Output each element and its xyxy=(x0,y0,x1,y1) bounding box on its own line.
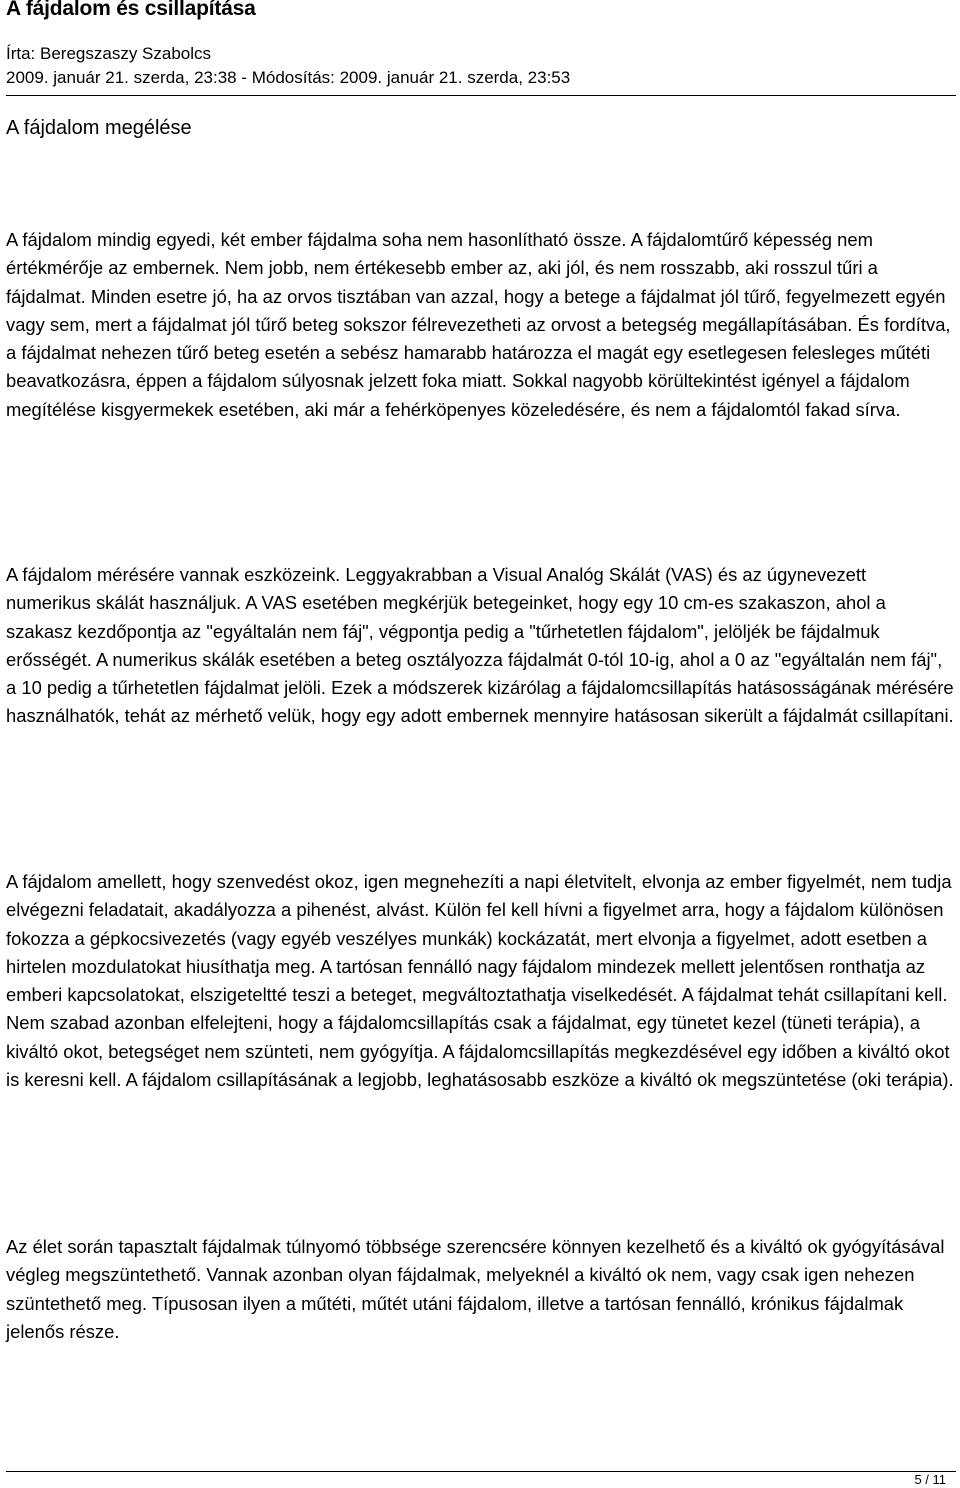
date-line: 2009. január 21. szerda, 23:38 - Módosítás: 2009. január 21. szerda, 23:53 xyxy=(6,68,571,87)
paragraph-pain-measurement: A fájdalom mérésére vannak eszközeink. Leggyakrabban a Visual Analóg Skálát (VAS) és az úgynevezett numerikus skálát használjuk. A VAS esetében megkérjük betegeinket, hogy egy 10 cm-es szakaszon, ahol a szakasz kezdőpontja az "egyáltalán nem fáj", végpontja pedig a "tűrhetetlen fájdalom", jelöljék be fájdalmuk erősségét. A numerikus skálák esetében a beteg osztályozza fájdalmát 0-tól 10-ig, ahol a 0 az "egyáltalán nem fáj", a 10 pedig a tűrhetetlen fájdalmat jelöli. Ezek a módszerek kizárólag a fájdalomcsillapítás hatásosságának mérésére használhatók, tehát az mérhető velük, hogy egy adott embernek mennyire hatásosan sikerült a fájdalmát csillapítani. xyxy=(6,564,954,727)
footer-divider xyxy=(6,1471,956,1472)
paragraph-individual-pain: A fájdalom mindig egyedi, két ember fájdalma soha nem hasonlítható össze. A fájdalomtűrő képesség nem értékmérője az embernek. Nem jobb, nem értékesebb ember az, aki jól, és nem rosszabb, aki rosszul tűri a fájdalmat. Minden esetre jó, ha az orvos tisztában van azzal, hogy a betege a fájdalmat jól tűrő, fegyelmezett egyén vagy sem, mert a fájdalmat jól tűrő beteg sokszor félrevezetheti az orvost a betegség megállapításában. És fordítva, a fájdalmat nehezen tűrő beteg esetén a sebész hamarabb határozza el magát egy esetlegesen felesleges műtéti beavatkozásra, éppen a fájdalom súlyosnak jelzett foka miatt. Sokkal nagyobb körültekintést igényel a fájdalom megítélése kisgyermekek esetében, aki már a fehérköpenyes közeledésére, és nem a fájdalomtól fakad sírva. xyxy=(6,229,951,420)
paragraph-chronic-pain: Az élet során tapasztalt fájdalmak túlnyomó többsége szerencsére könnyen kezelhető és a kiváltó ok gyógyításával végleg megszüntethető. Vannak azonban olyan fájdalmak, melyeknél a kiváltó ok nem, vagy csak igen nehezen szüntethető meg. Típusosan ilyen a műtéti, műtét utáni fájdalom, illetve a tartósan fennálló, krónikus fájdalmak jelenős része. xyxy=(6,1236,945,1342)
page-number: 5 / 11 xyxy=(914,1472,946,1487)
header-divider xyxy=(6,95,956,96)
section-heading: A fájdalom megélése xyxy=(6,117,192,139)
document-title: A fájdalom és csillapítása xyxy=(6,0,256,20)
author-line: Írta: Beregszaszy Szabolcs xyxy=(6,44,212,63)
paragraph-pain-effects: A fájdalom amellett, hogy szenvedést okoz, igen megnehezíti a napi életvitelt, elvonja az ember figyelmét, nem tudja elvégezni feladatait, akadályozza a pihenést, alvást. Külön fel kell hívni a figyelmet arra, hogy a fájdalom különösen fokozza a gépkocsivezetés (vagy egyéb veszélyes munkák) kockázatát, mert elvonja a figyelmet, adott esetben a hirtelen mozdulatokat hiusíthatja meg. A tartósan fennálló nagy fájdalom mindezek mellett jelentősen ronthatja az emberi kapcsolatokat, elszigeteltté teszi a beteget, megváltoztathatja viselkedését. A fájdalmat tehát csillapítani kell. Nem szabad azonban elfelejteni, hogy a fájdalomcsillapítás csak a fájdalmat, egy tünetet kezel (tüneti terápia), a kiváltó okot, betegséget nem szünteti, nem gyógyítja. A fájdalomcsillapítás megkezdésével egy időben a kiváltó okot is keresni kell. A fájdalom csillapításának a legjobb, leghatásosabb eszköze a kiváltó ok megszüntetése (oki terápia). xyxy=(6,871,954,1091)
